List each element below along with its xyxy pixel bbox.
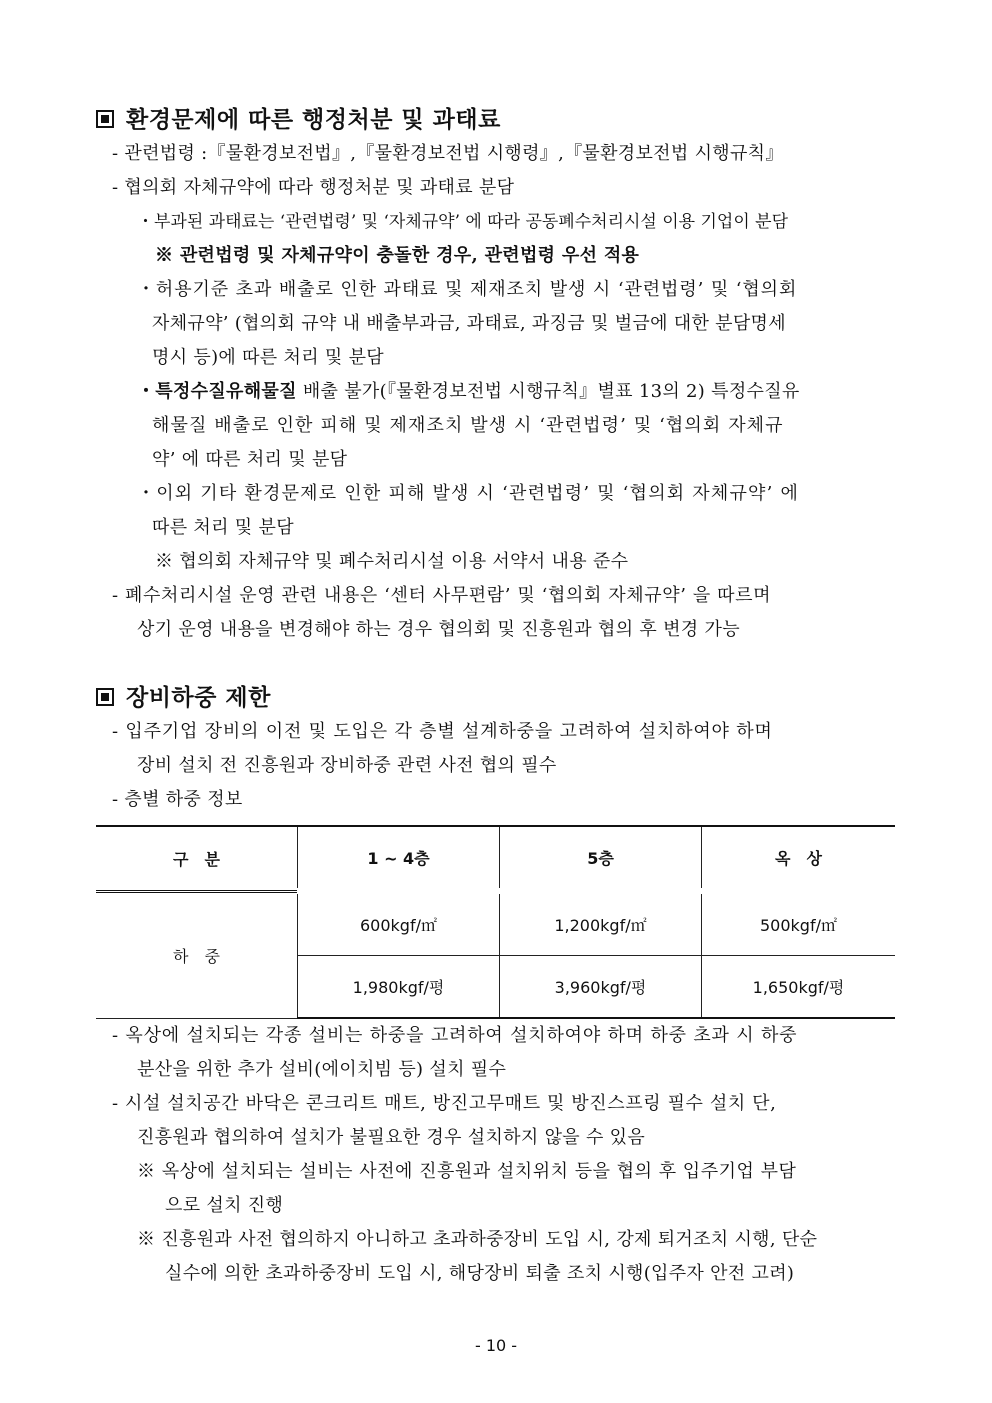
text-line: - 관련법령 :『물환경보전법』,『물환경보전법 시행령』,『물환경보전법 시행규칙』 bbox=[112, 143, 784, 164]
text-line: - 폐수처리시설 운영 관련 내용은 ‘센터 사무편람’ 및 ‘협의회 자체규약’ 을 따르며 bbox=[112, 585, 772, 606]
text-line: - 옥상에 설치되는 각종 설비는 하중을 고려하여 설치하여야 하며 하중 초과 시 하중 bbox=[112, 1025, 798, 1046]
section-title-text: 환경문제에 따른 행정처분 및 과태료 bbox=[126, 107, 501, 133]
text-line: - 시설 설치공간 바닥은 콘크리트 매트, 방진고무매트 및 방진스프링 필수 설치 단, bbox=[112, 1093, 777, 1114]
note-line: ※ 진흥원과 사전 협의하지 아니하고 초과하중장비 도입 시, 강제 퇴거조치 시행, 단순 bbox=[137, 1229, 818, 1250]
text-line: 진흥원과 협의하여 설치가 불필요한 경우 설치하지 않을 수 있음 bbox=[137, 1127, 646, 1148]
table-header-row bbox=[96, 826, 895, 891]
text-line: 분산을 위한 추가 설비(에이치빔 등) 설치 필수 bbox=[137, 1059, 507, 1080]
section-title-text: 장비하중 제한 bbox=[126, 685, 271, 711]
text-line: 따른 처리 및 분담 bbox=[152, 517, 294, 538]
text-line: 장비 설치 전 진흥원과 장비하중 관련 사전 협의 필수 bbox=[137, 755, 557, 776]
note-line: ※ 옥상에 설치되는 설비는 사전에 진흥원과 설치위치 등을 협의 후 입주기업 부담 bbox=[137, 1161, 797, 1182]
table-header-cell: 1 ~ 4층 bbox=[298, 826, 500, 891]
text-line: - 입주기업 장비의 이전 및 도입은 각 층별 설계하중을 고려하여 설치하여야 하며 bbox=[112, 721, 773, 742]
table-cell: 1,200kgf/㎡ bbox=[500, 891, 702, 956]
bold-term: ・특정수질유해물질 bbox=[137, 381, 297, 402]
text-line: 명시 등)에 따른 처리 및 분담 bbox=[152, 347, 384, 368]
square-bullet-icon bbox=[96, 110, 114, 128]
text-line: ・허용기준 초과 배출로 인한 과태료 및 제재조치 발생 시 ‘관련법령’ 및 ‘협의회 bbox=[137, 279, 798, 300]
text-line-rest: 배출 불가(『물환경보전법 시행규칙』별표 13의 2) 특정수질유 bbox=[302, 381, 800, 402]
table-cell: 1,650kgf/평 bbox=[702, 956, 896, 1019]
text-line: 상기 운영 내용을 변경해야 하는 경우 협의회 및 진흥원과 협의 후 변경 가능 bbox=[137, 619, 740, 640]
text-line: 약’ 에 따른 처리 및 분담 bbox=[152, 449, 348, 470]
text-line: 해물질 배출로 인한 피해 및 제재조치 발생 시 ‘관련법령’ 및 ‘협의회 자체규 bbox=[152, 415, 784, 436]
table-row-label: 하 중 bbox=[96, 891, 298, 1018]
text-line bbox=[137, 381, 800, 403]
text-line: 자체규약’ (협의회 규약 내 배출부과금, 과태료, 과징금 및 벌금에 대한 분담명세 bbox=[152, 313, 786, 334]
square-bullet-icon bbox=[96, 688, 114, 706]
text-line: ・부과된 과태료는 ‘관련법령’ 및 ‘자체규약’ 에 따라 공동폐수처리시설 이용 기업이 분담 bbox=[137, 212, 789, 232]
text-line: ・이외 기타 환경문제로 인한 피해 발생 시 ‘관련법령’ 및 ‘협의회 자체규약’ 에 bbox=[137, 483, 800, 504]
text-line: - 협의회 자체규약에 따라 행정처분 및 과태료 분담 bbox=[112, 177, 515, 198]
table-header-cell: 5층 bbox=[500, 826, 702, 891]
section-heading bbox=[96, 101, 501, 134]
table-header-cell: 옥 상 bbox=[702, 826, 896, 891]
note-line: 으로 설치 진행 bbox=[165, 1195, 284, 1216]
floor-load-table bbox=[96, 825, 895, 1019]
note-line: 실수에 의한 초과하중장비 도입 시, 해당장비 퇴출 조치 시행(입주자 안전 고려) bbox=[165, 1263, 795, 1284]
table-header-cell: 구 분 bbox=[96, 826, 298, 891]
note-line: ※ 관련법령 및 자체규약이 충돌한 경우, 관련법령 우선 적용 bbox=[155, 245, 640, 266]
table-row bbox=[96, 891, 895, 956]
table-cell: 1,980kgf/평 bbox=[298, 956, 500, 1019]
page-number: - 10 - bbox=[474, 1336, 518, 1355]
text-line: - 층별 하중 정보 bbox=[112, 789, 243, 810]
table-cell: 600kgf/㎡ bbox=[298, 891, 500, 956]
table-cell: 500kgf/㎡ bbox=[702, 891, 896, 956]
table-cell: 3,960kgf/평 bbox=[500, 956, 702, 1019]
note-line: ※ 협의회 자체규약 및 폐수처리시설 이용 서약서 내용 준수 bbox=[155, 551, 629, 572]
section-heading bbox=[96, 679, 271, 712]
